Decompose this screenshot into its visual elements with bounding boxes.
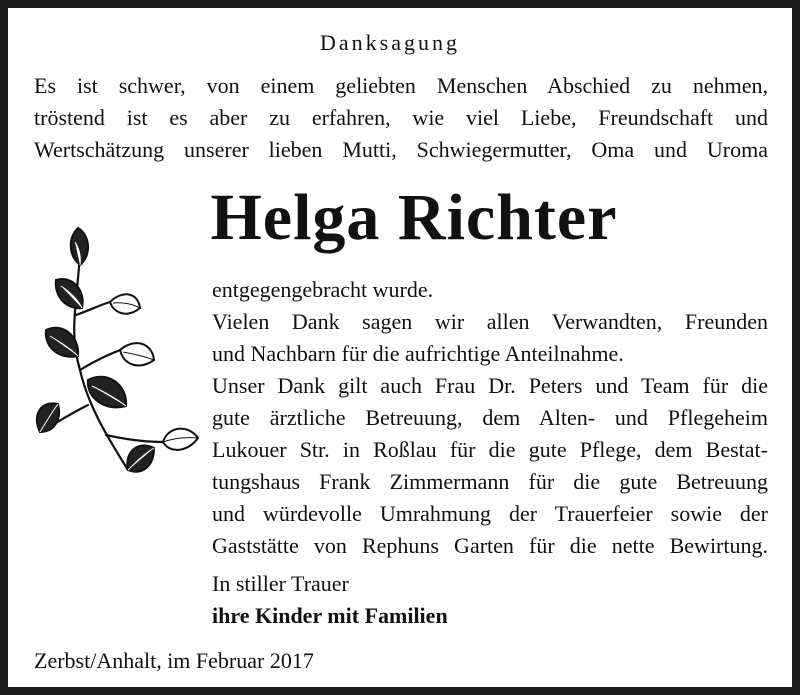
leafy-branch-icon (28, 220, 203, 490)
intro-text (34, 70, 768, 166)
intro-line: Wertschätzung unserer lieben Mutti, Schwiegermutter, Oma und Uroma (34, 137, 768, 162)
closing-block (212, 568, 448, 632)
body-line: gute ärztliche Betreuung, dem Alten- und Pflegeheim (212, 405, 768, 430)
body-line: und Nachbarn für die aufrichtige Anteilnahme. (212, 341, 624, 366)
body-line: Gaststätte von Rephuns Garten für die nette Bewirtung. (212, 533, 768, 558)
place-date: Zerbst/Anhalt, im Februar 2017 (34, 648, 314, 673)
body-line: tungshaus Frank Zimmermann für die gute Betreuung (212, 469, 768, 494)
notice-heading: Danksagung (320, 30, 460, 55)
body-line: Vielen Dank sagen wir allen Verwandten, Freunden (212, 309, 768, 334)
intro-line: Es ist schwer, von einem geliebten Menschen Abschied zu nehmen, (34, 73, 768, 98)
signature: ihre Kinder mit Familien (212, 603, 448, 628)
mourning-phrase: In stiller Trauer (212, 571, 349, 596)
body-line: Lukouer Str. in Roßlau für die gute Pflege, dem Bestat- (212, 437, 768, 462)
body-line: und würdevolle Umrahmung der Trauerfeier sowie der (212, 501, 768, 526)
body-text (212, 274, 768, 562)
body-line: Unser Dank gilt auch Frau Dr. Peters und Team für die (212, 373, 768, 398)
intro-line: tröstend ist es aber zu erfahren, wie viel Liebe, Freundschaft und (34, 105, 768, 130)
deceased-name: Helga Richter (210, 181, 618, 254)
body-line: entgegengebracht wurde. (212, 277, 434, 302)
